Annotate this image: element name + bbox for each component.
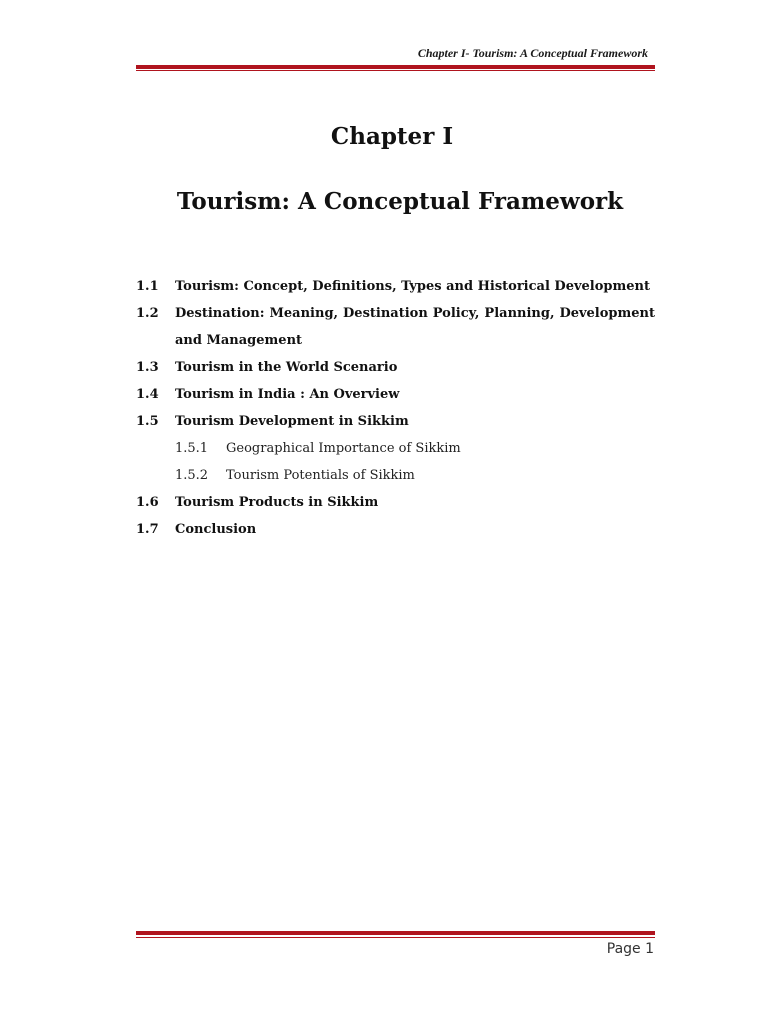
toc-item-number: 1.1: [136, 279, 159, 294]
header-rule-thin: [136, 70, 655, 71]
toc-item-label: Destination: Meaning, Destination Policy, Planning, Development and Management: [175, 306, 655, 348]
toc-subitem-label: Geographical Importance of Sikkim: [226, 441, 461, 456]
chapter-number: Chapter I: [330, 123, 454, 150]
toc-item-number: 1.6: [136, 495, 159, 510]
toc-item-number: 1.4: [136, 387, 159, 402]
footer-rule-thick: [136, 931, 655, 935]
toc-item-number: 1.2: [136, 306, 159, 321]
toc-item: [136, 489, 655, 516]
toc-subitem: [136, 462, 655, 489]
page-number: Page 1: [606, 941, 654, 957]
toc-item-label: Tourism Development in Sikkim: [175, 414, 409, 429]
toc-subitem-number: 1.5.1: [175, 441, 209, 456]
toc-item: [136, 516, 655, 543]
header-rule-thick: [136, 65, 655, 69]
toc-item-label: Tourism: Concept, Definitions, Types and Historical Development: [175, 279, 650, 294]
toc-item: [136, 354, 655, 381]
footer-rule-thin: [136, 937, 655, 938]
toc-subitem-label: Tourism Potentials of Sikkim: [226, 468, 415, 483]
toc-item-label: Conclusion: [175, 522, 257, 537]
toc-item-number: 1.5: [136, 414, 159, 429]
toc-item-label: Tourism in India : An Overview: [175, 387, 400, 402]
toc-item: [136, 273, 655, 300]
toc-item-number: 1.7: [136, 522, 159, 537]
chapter-title: Tourism: A Conceptual Framework: [176, 188, 624, 215]
toc-item-label: Tourism Products in Sikkim: [175, 495, 379, 510]
table-of-contents: [136, 273, 655, 543]
toc-item: [136, 408, 655, 435]
toc-subitem-number: 1.5.2: [175, 468, 209, 483]
toc-subitem: [136, 435, 655, 462]
toc-item: [136, 381, 655, 408]
toc-item: [136, 300, 655, 354]
running-header: Chapter I- Tourism: A Conceptual Framework: [417, 46, 648, 60]
toc-item-number: 1.3: [136, 360, 159, 375]
toc-item-label: Tourism in the World Scenario: [175, 360, 398, 375]
